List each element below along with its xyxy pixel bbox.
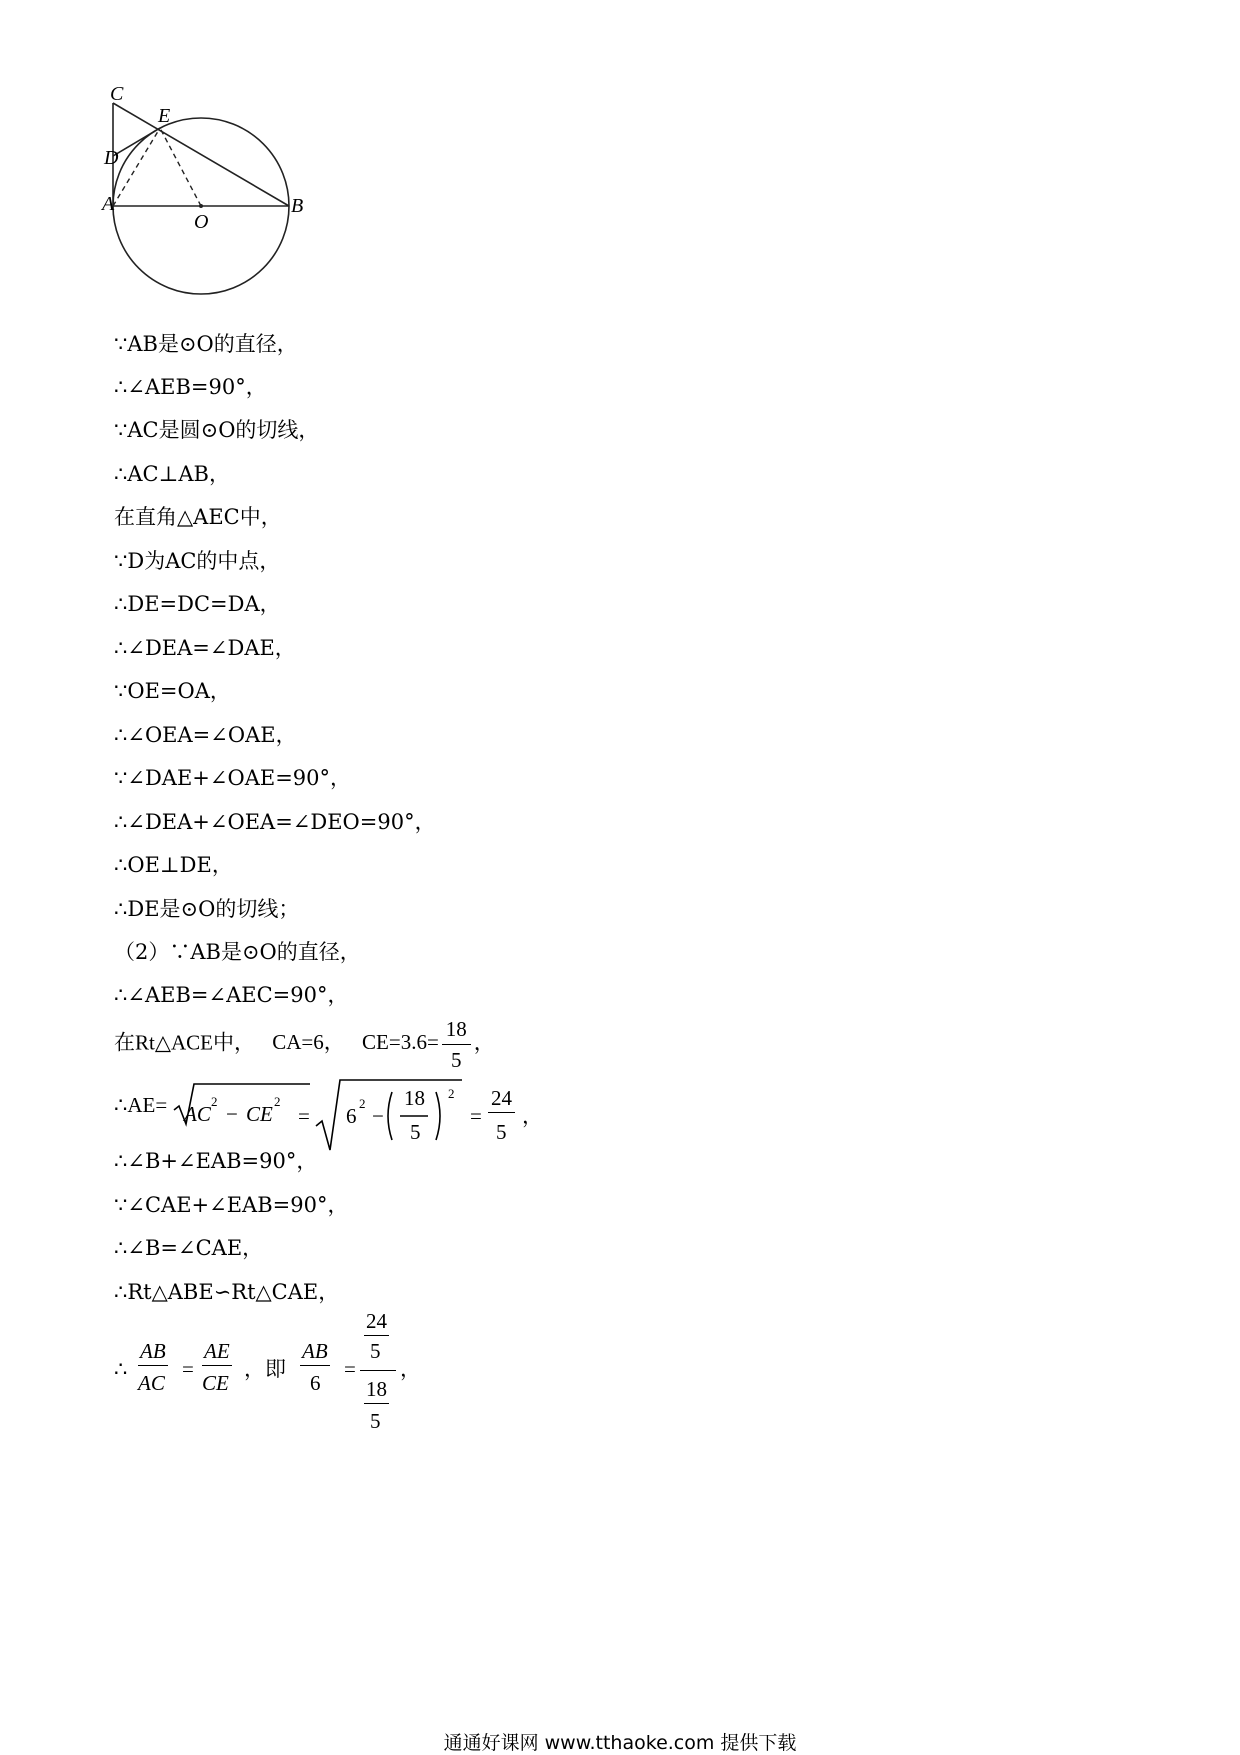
equals-sign: = — [344, 1357, 356, 1381]
proof-line: ∴AC⊥AB， — [114, 462, 230, 486]
ae-line — [114, 1080, 543, 1150]
result-numerator: 24 — [488, 1084, 515, 1113]
label-e: E — [158, 105, 171, 127]
fraction-denominator: 5 — [451, 1048, 462, 1072]
ratio-ab-num-2: AB — [300, 1337, 330, 1366]
six: 6 — [346, 1104, 357, 1128]
label-b: B — [291, 195, 304, 217]
proof-line: ∴∠DEA=∠DAE， — [114, 636, 296, 660]
exponent: 2 — [448, 1086, 455, 1101]
minus-sign: − — [372, 1104, 384, 1128]
nested-5-top: 5 — [370, 1339, 381, 1363]
proof-line: （2）∵AB是⊙O的直径， — [114, 940, 361, 964]
paren-numerator: 18 — [404, 1086, 425, 1110]
exponent: 2 — [274, 1094, 281, 1109]
label-d: D — [104, 147, 119, 169]
main-fraction-bar — [360, 1370, 396, 1371]
label-a: A — [102, 193, 115, 215]
rt-prefix: 在Rt△ACE中， — [114, 1030, 255, 1055]
label-o: O — [194, 211, 209, 233]
proof-line: ∵AB是⊙O的直径， — [114, 332, 298, 356]
ratio-ab-num: AB — [138, 1337, 168, 1366]
ratio-mid-text: ，即 — [244, 1357, 286, 1381]
proof-line: ∴DE是⊙O的切线； — [114, 897, 300, 921]
footer-credit: 通通好课网 www.tthaoke.com 提供下载 — [443, 1732, 797, 1754]
result-denominator: 5 — [496, 1120, 507, 1144]
ca-value: CA=6， — [272, 1030, 345, 1055]
ce-value: CE=3.6= — [362, 1030, 439, 1055]
proof-line: ∴∠B+∠EAB=90°， — [114, 1149, 318, 1173]
proof-line: ∵∠CAE+∠EAB=90°， — [114, 1193, 349, 1217]
proof-line: ∴∠OEA=∠OAE， — [114, 723, 297, 747]
fraction-18-5 — [442, 1014, 471, 1075]
nested-18: 18 — [364, 1375, 389, 1404]
proof-line: ∵∠DAE+∠OAE=90°， — [114, 766, 352, 790]
equals-sign: = — [182, 1357, 194, 1381]
equals-sign: = — [470, 1104, 482, 1128]
ratio-six-den: 6 — [310, 1371, 321, 1395]
exponent: 2 — [211, 1094, 218, 1109]
fraction-numerator: 18 — [442, 1014, 471, 1045]
proof-line: ∴Rt△ABE∽Rt△CAE， — [114, 1280, 340, 1304]
ratio-ce-den: CE — [202, 1371, 229, 1395]
ratio-ae-num: AE — [202, 1337, 232, 1366]
proof-line: ∴DE=DC=DA， — [114, 592, 281, 616]
segment-oe — [160, 128, 201, 206]
geometry-figure — [102, 83, 368, 323]
proof-line: ∴∠AEB=∠AEC=90°， — [114, 983, 349, 1007]
segment-de — [113, 128, 160, 156]
point-o — [199, 204, 203, 208]
segment-ae — [113, 128, 160, 206]
ae-prefix: ∴AE= — [114, 1093, 168, 1117]
therefore: ∴ — [114, 1357, 128, 1381]
sqrt-term-ac: AC — [184, 1102, 211, 1126]
label-c: C — [110, 83, 124, 105]
punctuation: ， — [522, 1104, 543, 1128]
proof-line: ∵OE=OA， — [114, 679, 231, 703]
proof-line: ∵D为AC的中点， — [114, 549, 281, 573]
nested-5-bottom: 5 — [370, 1409, 381, 1433]
proof-line: ∴OE⊥DE， — [114, 853, 233, 877]
ratio-ac-den: AC — [138, 1371, 165, 1395]
proof-line: 在直角△AEC中， — [114, 505, 282, 529]
proof-line: ∴∠B=∠CAE， — [114, 1236, 264, 1260]
proof-line: ∴∠AEB=90°， — [114, 375, 267, 399]
nested-24: 24 — [364, 1307, 389, 1336]
proof-line: ∴∠DEA+∠OEA=∠DEO=90°， — [114, 810, 436, 834]
punctuation: ， — [473, 1030, 495, 1055]
proof-line: ∵AC是圆⊙O的切线， — [114, 418, 320, 442]
sqrt-six-minus-frac — [314, 1076, 464, 1156]
paren-denominator: 5 — [410, 1120, 421, 1144]
minus-sign: − — [226, 1102, 238, 1126]
equals-sign: = — [298, 1104, 310, 1128]
exponent: 2 — [359, 1096, 366, 1111]
rt-ace-line — [114, 1014, 495, 1075]
sqrt-term-ce: CE — [246, 1102, 273, 1126]
punctuation: ， — [400, 1357, 421, 1381]
